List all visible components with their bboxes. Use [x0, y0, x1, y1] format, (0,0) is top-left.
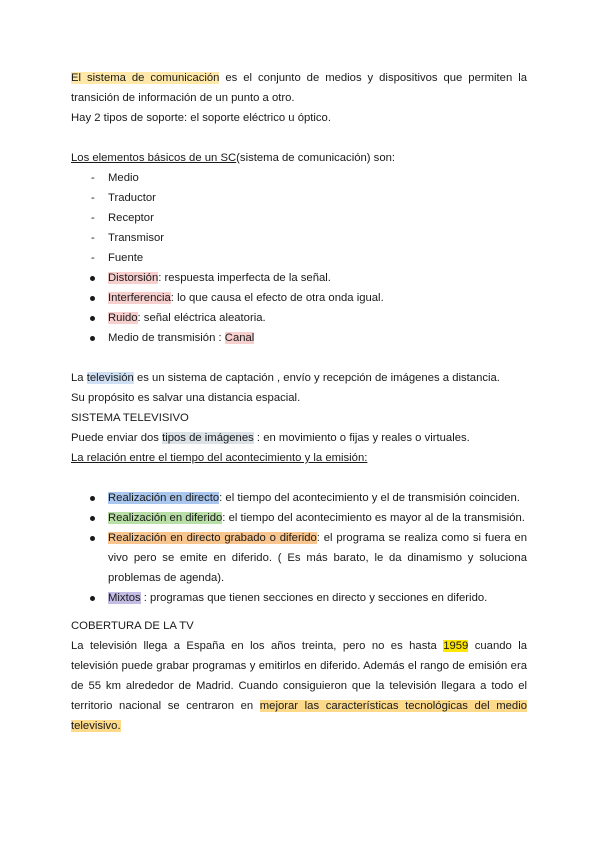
bullet-icon — [90, 336, 95, 341]
bullet-icon — [90, 296, 95, 301]
bullet-icon — [90, 536, 95, 541]
list-item: Medio de transmisión : Canal — [71, 328, 527, 348]
highlight-improvements: mejorar las características tecnológicas del medio televisivo. — [71, 700, 527, 732]
highlight-communication-system: El sistema de comunicación — [71, 72, 220, 84]
elements-dash-list — [71, 168, 527, 268]
elements-heading — [71, 148, 527, 168]
highlight-channel: Canal — [224, 332, 255, 344]
intro-paragraph — [71, 68, 527, 108]
list-item: Realización en diferido: el tiempo del acontecimiento es mayor al de la transmisión. — [71, 508, 527, 528]
coverage-heading: COBERTURA DE LA TV — [71, 620, 194, 632]
images-line: Puede enviar dos tipos de imágenes : en movimiento o fijas y reales o virtuales. — [71, 432, 470, 444]
bullet-icon — [90, 516, 95, 521]
spacer — [71, 128, 527, 148]
highlight-television: televisión — [86, 372, 134, 384]
bullet-icon — [90, 496, 95, 501]
intro-text: es el conjunto de medios y dispositivos que permiten la transición de información de un punto a otro. — [71, 72, 527, 104]
bullet-icon — [90, 596, 95, 601]
spacer — [71, 608, 527, 616]
highlight-mixed: Mixtos — [108, 592, 141, 604]
list-item: Interferencia: lo que causa el efecto de otra onda igual. — [71, 288, 527, 308]
highlight-interference: Interferencia — [108, 292, 171, 304]
dash-marker: - — [91, 232, 95, 244]
list-item: Distorsión: respuesta imperfecta de la señal. — [71, 268, 527, 288]
highlight-year: 1959 — [443, 640, 469, 652]
list-item: Mixtos : programas que tienen secciones en directo y secciones en diferido. — [71, 588, 527, 608]
highlight-recorded-live: Realización en directo grabado o diferido — [108, 532, 317, 544]
bullet-icon — [90, 276, 95, 281]
tv-purpose: Su propósito es salvar una distancia espacial. — [71, 392, 301, 404]
realization-bullet-list — [71, 488, 527, 608]
tv-paragraph: La televisión es un sistema de captación , envío y recepción de imágenes a distancia. — [71, 372, 500, 384]
list-item: Realización en directo: el tiempo del acontecimiento y el de transmisión coinciden. — [71, 488, 527, 508]
list-item: Realización en directo grabado o diferido: el programa se realiza como si fuera en vivo pero se emite en diferido. ( Es más barato, le da dinamismo y soluciona problemas de agenda). — [71, 528, 527, 588]
document-body — [71, 68, 527, 736]
relation-heading: La relación entre el tiempo del acontecimiento y la emisión: — [71, 452, 368, 464]
system-heading: SISTEMA TELEVISIVO — [71, 412, 189, 424]
dash-marker: - — [91, 172, 95, 184]
highlight-noise: Ruido — [108, 312, 138, 324]
spacer — [71, 348, 527, 368]
elements-bullet-list — [71, 268, 527, 348]
list-item: - Fuente — [71, 248, 527, 268]
list-item: - Receptor — [71, 208, 527, 228]
list-item: Ruido: señal eléctrica aleatoria. — [71, 308, 527, 328]
supports-line: Hay 2 tipos de soporte: el soporte eléctrico u óptico. — [71, 112, 331, 124]
dash-marker: - — [91, 252, 95, 264]
list-item: - Transmisor — [71, 228, 527, 248]
elements-heading-underlined: Los elementos básicos de un SC — [71, 152, 237, 164]
highlight-live: Realización en directo — [108, 492, 220, 504]
highlight-image-types: tipos de imágenes — [162, 432, 254, 444]
list-item: - Medio — [71, 168, 527, 188]
highlight-deferred: Realización en diferido — [108, 512, 223, 524]
highlight-distortion: Distorsión — [108, 272, 159, 284]
coverage-paragraph: La televisión llega a España en los años treinta, pero no es hasta 1959 cuando la televisión puede grabar programas y emitirlos en diferido. Además el rango de emisión era de 55 km alrededor de Madrid. Cuando consiguieron que la televisión llegara a todo el territorio nacional se centraron en mejorar las características tecnológicas del medio televisivo. — [71, 640, 527, 732]
list-item: - Traductor — [71, 188, 527, 208]
spacer — [71, 468, 527, 488]
dash-marker: - — [91, 192, 95, 204]
bullet-icon — [90, 316, 95, 321]
elements-heading-rest: (sistema de comunicación) son: — [236, 152, 396, 164]
dash-marker: - — [91, 212, 95, 224]
